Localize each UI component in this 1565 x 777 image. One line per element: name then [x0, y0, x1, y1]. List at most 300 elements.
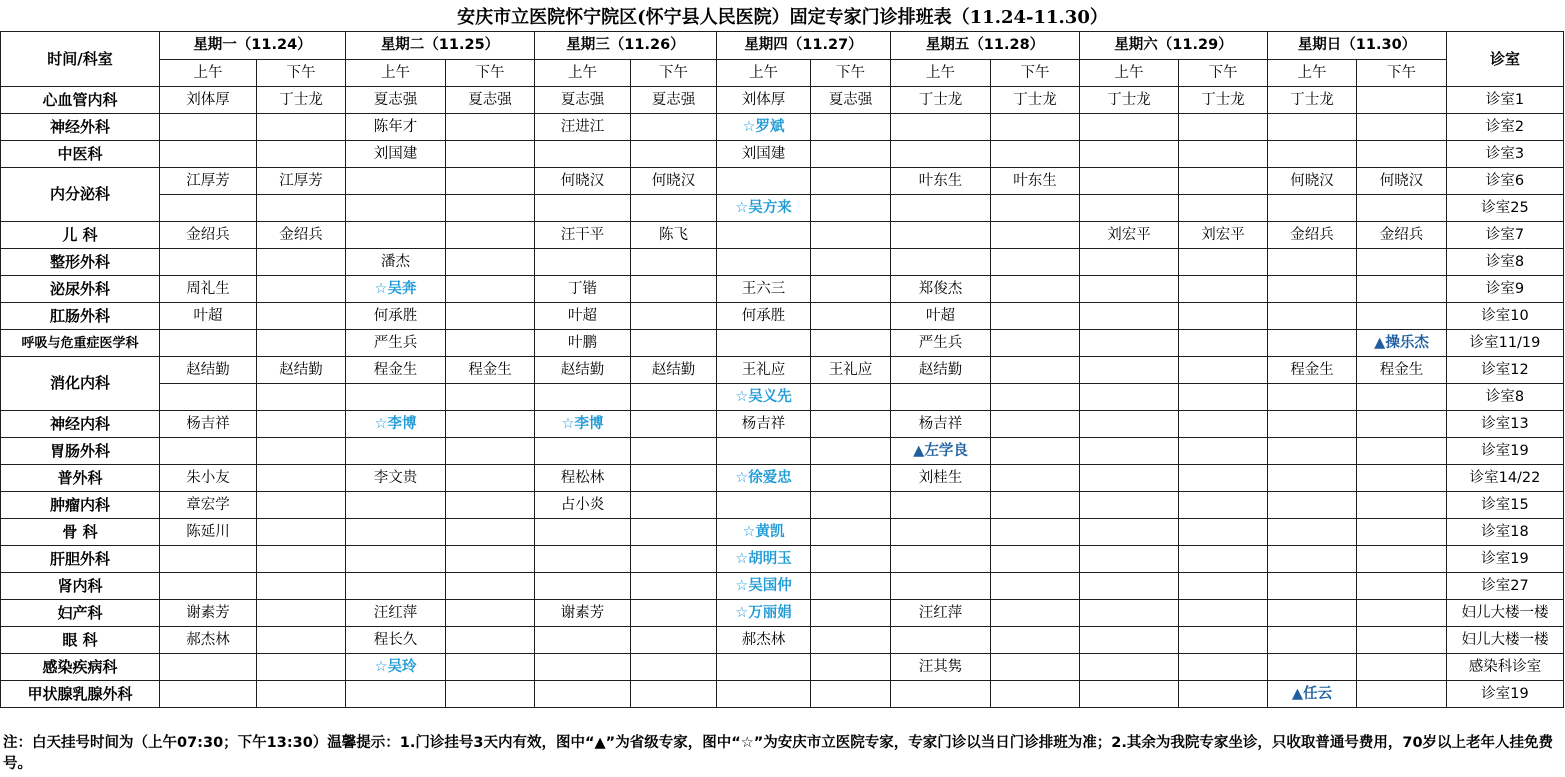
- room-cell: 诊室27: [1447, 573, 1564, 600]
- doctor-cell: 刘体厚: [160, 87, 257, 114]
- doctor-cell: [160, 195, 257, 222]
- doctor-cell: [1268, 330, 1357, 357]
- doctor-cell: 严生兵: [891, 330, 991, 357]
- doctor-cell: [1268, 276, 1357, 303]
- doctor-cell: [891, 222, 991, 249]
- doctor-cell: [891, 627, 991, 654]
- doctor-cell: [446, 384, 535, 411]
- doctor-cell: 刘桂生: [891, 465, 991, 492]
- doctor-cell: [160, 681, 257, 708]
- table-row: [1, 384, 1564, 411]
- doctor-cell: [446, 465, 535, 492]
- doctor-cell: 何晓汉: [535, 168, 631, 195]
- doctor-cell: [1268, 411, 1357, 438]
- doctor-cell: ☆吴方来: [717, 195, 811, 222]
- doctor-cell: [811, 600, 891, 627]
- doctor-cell: 程金生: [1357, 357, 1447, 384]
- room-cell: 诊室1: [1447, 87, 1564, 114]
- doctor-cell: [631, 384, 717, 411]
- doctor-cell: [1179, 546, 1268, 573]
- footnote: 注：白天挂号时间为（上午07:30；下午13:30）温馨提示：1.门诊挂号3天内有效，图中“▲”为省级专家，图中“☆”为安庆市立医院专家，专家门诊以当日门诊排班为准；2.其余为我院专家坐诊，只收取普通号费用，70岁以上老年人挂免费号。: [3, 735, 1554, 772]
- table-row: [1, 465, 1564, 492]
- doctor-cell: [631, 195, 717, 222]
- doctor-cell: [1080, 168, 1179, 195]
- department-cell: 普外科: [1, 465, 160, 492]
- doctor-cell: [991, 114, 1080, 141]
- doctor-cell: [446, 114, 535, 141]
- doctor-cell: 汪其隽: [891, 654, 991, 681]
- doctor-cell: 何晓汉: [1357, 168, 1447, 195]
- doctor-cell: 赵结勤: [535, 357, 631, 384]
- doctor-cell: [991, 519, 1080, 546]
- doctor-cell: 刘国建: [346, 141, 446, 168]
- doctor-cell: 杨吉祥: [160, 411, 257, 438]
- doctor-cell: [1179, 438, 1268, 465]
- doctor-cell: [1268, 573, 1357, 600]
- doctor-cell: [1179, 465, 1268, 492]
- doctor-cell: [811, 627, 891, 654]
- doctor-cell: 夏志强: [631, 87, 717, 114]
- doctor-cell: [991, 249, 1080, 276]
- doctor-cell: [257, 438, 346, 465]
- room-cell: 诊室11/19: [1447, 330, 1564, 357]
- doctor-cell: [1268, 303, 1357, 330]
- doctor-cell: [991, 465, 1080, 492]
- department-cell: 甲状腺乳腺外科: [1, 681, 160, 708]
- room-cell: 诊室15: [1447, 492, 1564, 519]
- doctor-cell: 丁士龙: [891, 87, 991, 114]
- doctor-cell: 谢素芳: [160, 600, 257, 627]
- doctor-cell: [446, 546, 535, 573]
- doctor-cell: [257, 114, 346, 141]
- day-header: 星期日（11.30）: [1268, 32, 1447, 60]
- doctor-cell: [257, 546, 346, 573]
- department-cell: 骨 科: [1, 519, 160, 546]
- table-row: [1, 168, 1564, 195]
- table-row: [1, 438, 1564, 465]
- department-cell: 感染疾病科: [1, 654, 160, 681]
- schedule-table: [0, 31, 1564, 708]
- doctor-cell: [1080, 303, 1179, 330]
- table-row: [1, 600, 1564, 627]
- doctor-cell: ☆罗斌: [717, 114, 811, 141]
- doctor-cell: [991, 384, 1080, 411]
- doctor-cell: [1179, 654, 1268, 681]
- doctor-cell: 刘体厚: [717, 87, 811, 114]
- doctor-cell: [811, 384, 891, 411]
- table-row: [1, 249, 1564, 276]
- doctor-cell: 叶超: [891, 303, 991, 330]
- doctor-cell: 王六三: [717, 276, 811, 303]
- doctor-cell: [631, 303, 717, 330]
- doctor-cell: 李文贵: [346, 465, 446, 492]
- doctor-cell: [811, 303, 891, 330]
- doctor-cell: ☆胡明玉: [717, 546, 811, 573]
- doctor-cell: [991, 411, 1080, 438]
- doctor-cell: 金绍兵: [1357, 222, 1447, 249]
- doctor-cell: [631, 276, 717, 303]
- am-header: 上午: [717, 60, 811, 87]
- room-cell: 诊室25: [1447, 195, 1564, 222]
- doctor-cell: [1080, 519, 1179, 546]
- doctor-cell: [1179, 141, 1268, 168]
- doctor-cell: [346, 573, 446, 600]
- doctor-cell: [1268, 546, 1357, 573]
- doctor-cell: [257, 654, 346, 681]
- doctor-cell: [1179, 627, 1268, 654]
- doctor-cell: 金绍兵: [1268, 222, 1357, 249]
- doctor-cell: [1080, 681, 1179, 708]
- department-cell: 整形外科: [1, 249, 160, 276]
- department-cell: 肛肠外科: [1, 303, 160, 330]
- doctor-cell: [160, 438, 257, 465]
- am-header: 上午: [160, 60, 257, 87]
- doctor-cell: [1268, 114, 1357, 141]
- pm-header: 下午: [1357, 60, 1447, 87]
- room-cell: 诊室18: [1447, 519, 1564, 546]
- doctor-cell: 程松林: [535, 465, 631, 492]
- room-cell: 诊室8: [1447, 384, 1564, 411]
- day-header: 星期五（11.28）: [891, 32, 1080, 60]
- doctor-cell: [257, 492, 346, 519]
- doctor-cell: [631, 627, 717, 654]
- doctor-cell: [811, 438, 891, 465]
- doctor-cell: [991, 141, 1080, 168]
- doctor-cell: [446, 168, 535, 195]
- doctor-cell: [1080, 492, 1179, 519]
- doctor-cell: [1268, 492, 1357, 519]
- doctor-cell: 杨吉祥: [891, 411, 991, 438]
- doctor-cell: 谢素芳: [535, 600, 631, 627]
- doctor-cell: [257, 681, 346, 708]
- doctor-cell: 刘国建: [717, 141, 811, 168]
- doctor-cell: [1179, 249, 1268, 276]
- doctor-cell: ▲操乐杰: [1357, 330, 1447, 357]
- doctor-cell: [1357, 87, 1447, 114]
- doctor-cell: [257, 276, 346, 303]
- doctor-cell: 叶东生: [991, 168, 1080, 195]
- doctor-cell: [811, 492, 891, 519]
- doctor-cell: [257, 249, 346, 276]
- doctor-cell: ☆吴玲: [346, 654, 446, 681]
- doctor-cell: [717, 438, 811, 465]
- doctor-cell: [446, 573, 535, 600]
- doctor-cell: [811, 519, 891, 546]
- doctor-cell: [160, 141, 257, 168]
- doctor-cell: 江厚芳: [160, 168, 257, 195]
- table-row: [1, 141, 1564, 168]
- doctor-cell: [991, 330, 1080, 357]
- doctor-cell: 叶东生: [891, 168, 991, 195]
- doctor-cell: 叶超: [535, 303, 631, 330]
- doctor-cell: 赵结勤: [160, 357, 257, 384]
- doctor-cell: [1080, 600, 1179, 627]
- doctor-cell: 占小炎: [535, 492, 631, 519]
- doctor-cell: [1357, 141, 1447, 168]
- doctor-cell: [1080, 195, 1179, 222]
- department-cell: 呼吸与危重症医学科: [1, 330, 160, 357]
- doctor-cell: 夏志强: [346, 87, 446, 114]
- department-cell: 肿瘤内科: [1, 492, 160, 519]
- doctor-cell: [991, 573, 1080, 600]
- doctor-cell: [257, 303, 346, 330]
- doctor-cell: [1357, 438, 1447, 465]
- doctor-cell: [1357, 303, 1447, 330]
- doctor-cell: 陈年才: [346, 114, 446, 141]
- doctor-cell: [446, 303, 535, 330]
- doctor-cell: [991, 195, 1080, 222]
- doctor-cell: 程金生: [1268, 357, 1357, 384]
- am-header: 上午: [535, 60, 631, 87]
- doctor-cell: [1179, 573, 1268, 600]
- doctor-cell: [1080, 384, 1179, 411]
- doctor-cell: [717, 654, 811, 681]
- pm-header: 下午: [1179, 60, 1268, 87]
- department-cell: 眼 科: [1, 627, 160, 654]
- day-header: 星期三（11.26）: [535, 32, 717, 60]
- doctor-cell: [257, 411, 346, 438]
- doctor-cell: [1179, 195, 1268, 222]
- doctor-cell: 赵结勤: [891, 357, 991, 384]
- department-cell: 神经外科: [1, 114, 160, 141]
- doctor-cell: [160, 546, 257, 573]
- doctor-cell: [991, 681, 1080, 708]
- doctor-cell: [811, 411, 891, 438]
- doctor-cell: ▲任云: [1268, 681, 1357, 708]
- doctor-cell: 叶超: [160, 303, 257, 330]
- doctor-cell: [535, 627, 631, 654]
- doctor-cell: [346, 438, 446, 465]
- doctor-cell: [446, 600, 535, 627]
- doctor-cell: [257, 519, 346, 546]
- doctor-cell: [1179, 168, 1268, 195]
- doctor-cell: [446, 519, 535, 546]
- doctor-cell: [1080, 249, 1179, 276]
- doctor-cell: 潘杰: [346, 249, 446, 276]
- doctor-cell: 程金生: [446, 357, 535, 384]
- doctor-cell: 郝杰林: [717, 627, 811, 654]
- doctor-cell: [1080, 141, 1179, 168]
- room-cell: 妇儿大楼一楼: [1447, 600, 1564, 627]
- doctor-cell: ☆李博: [346, 411, 446, 438]
- doctor-cell: [535, 249, 631, 276]
- am-header: 上午: [346, 60, 446, 87]
- doctor-cell: [1080, 330, 1179, 357]
- doctor-cell: [1357, 681, 1447, 708]
- room-cell: 诊室19: [1447, 438, 1564, 465]
- department-cell: 儿 科: [1, 222, 160, 249]
- doctor-cell: [811, 573, 891, 600]
- doctor-cell: [811, 114, 891, 141]
- doctor-cell: 朱小友: [160, 465, 257, 492]
- department-cell: 中医科: [1, 141, 160, 168]
- doctor-cell: [991, 303, 1080, 330]
- department-cell: 胃肠外科: [1, 438, 160, 465]
- doctor-cell: [1357, 546, 1447, 573]
- doctor-cell: [257, 600, 346, 627]
- day-header: 星期一（11.24）: [160, 32, 346, 60]
- doctor-cell: [631, 249, 717, 276]
- doctor-cell: [631, 519, 717, 546]
- doctor-cell: [891, 681, 991, 708]
- doctor-cell: 叶鹏: [535, 330, 631, 357]
- doctor-cell: [631, 330, 717, 357]
- doctor-cell: [346, 384, 446, 411]
- room-cell: 妇儿大楼一楼: [1447, 627, 1564, 654]
- doctor-cell: [446, 249, 535, 276]
- doctor-cell: 章宏学: [160, 492, 257, 519]
- doctor-cell: [717, 681, 811, 708]
- doctor-cell: [257, 573, 346, 600]
- doctor-cell: [346, 519, 446, 546]
- room-cell: 诊室19: [1447, 546, 1564, 573]
- doctor-cell: [891, 141, 991, 168]
- doctor-cell: [160, 249, 257, 276]
- doctor-cell: [257, 384, 346, 411]
- doctor-cell: 程长久: [346, 627, 446, 654]
- doctor-cell: [891, 249, 991, 276]
- doctor-cell: [446, 627, 535, 654]
- room-cell: 诊室2: [1447, 114, 1564, 141]
- doctor-cell: [1080, 465, 1179, 492]
- doctor-cell: 金绍兵: [257, 222, 346, 249]
- doctor-cell: [717, 168, 811, 195]
- doctor-cell: 刘宏平: [1179, 222, 1268, 249]
- doctor-cell: [1080, 411, 1179, 438]
- doctor-cell: [535, 654, 631, 681]
- doctor-cell: 刘宏平: [1080, 222, 1179, 249]
- doctor-cell: [1179, 519, 1268, 546]
- doctor-cell: [535, 438, 631, 465]
- header-row-days: [1, 32, 1564, 60]
- doctor-cell: [1357, 465, 1447, 492]
- doctor-cell: [446, 141, 535, 168]
- doctor-cell: [535, 681, 631, 708]
- doctor-cell: [1179, 276, 1268, 303]
- doctor-cell: [631, 411, 717, 438]
- doctor-cell: 周礼生: [160, 276, 257, 303]
- table-row: [1, 276, 1564, 303]
- doctor-cell: 丁士龙: [1080, 87, 1179, 114]
- doctor-cell: [891, 114, 991, 141]
- doctor-cell: [991, 492, 1080, 519]
- doctor-cell: [631, 492, 717, 519]
- table-row: [1, 627, 1564, 654]
- doctor-cell: 赵结勤: [631, 357, 717, 384]
- doctor-cell: [991, 654, 1080, 681]
- doctor-cell: [1080, 276, 1179, 303]
- doctor-cell: [1268, 519, 1357, 546]
- doctor-cell: [535, 573, 631, 600]
- doctor-cell: 汪红萍: [346, 600, 446, 627]
- doctor-cell: 陈延川: [160, 519, 257, 546]
- doctor-cell: 程金生: [346, 357, 446, 384]
- room-cell: 诊室6: [1447, 168, 1564, 195]
- table-row: [1, 303, 1564, 330]
- room-cell: 诊室7: [1447, 222, 1564, 249]
- doctor-cell: 丁士龙: [1179, 87, 1268, 114]
- department-cell: 泌尿外科: [1, 276, 160, 303]
- doctor-cell: 丁士龙: [257, 87, 346, 114]
- doctor-cell: [346, 195, 446, 222]
- doctor-cell: [160, 330, 257, 357]
- table-row: [1, 411, 1564, 438]
- department-cell: 肾内科: [1, 573, 160, 600]
- doctor-cell: [891, 384, 991, 411]
- room-cell: 诊室12: [1447, 357, 1564, 384]
- doctor-cell: ☆万丽娟: [717, 600, 811, 627]
- doctor-cell: [891, 195, 991, 222]
- table-row: [1, 114, 1564, 141]
- pm-header: 下午: [991, 60, 1080, 87]
- doctor-cell: [1357, 627, 1447, 654]
- doctor-cell: [631, 465, 717, 492]
- doctor-cell: [991, 600, 1080, 627]
- pm-header: 下午: [446, 60, 535, 87]
- pm-header: 下午: [631, 60, 717, 87]
- doctor-cell: [1080, 654, 1179, 681]
- pm-header: 下午: [811, 60, 891, 87]
- doctor-cell: [1268, 600, 1357, 627]
- doctor-cell: [991, 222, 1080, 249]
- doctor-cell: [257, 627, 346, 654]
- doctor-cell: ☆李博: [535, 411, 631, 438]
- table-row: [1, 546, 1564, 573]
- doctor-cell: 金绍兵: [160, 222, 257, 249]
- doctor-cell: 汪进江: [535, 114, 631, 141]
- table-row: [1, 87, 1564, 114]
- doctor-cell: [257, 330, 346, 357]
- am-header: 上午: [891, 60, 991, 87]
- doctor-cell: 陈飞: [631, 222, 717, 249]
- doctor-cell: [446, 222, 535, 249]
- doctor-cell: 何承胜: [717, 303, 811, 330]
- department-cell: 肝胆外科: [1, 546, 160, 573]
- room-cell: 诊室13: [1447, 411, 1564, 438]
- table-row: [1, 573, 1564, 600]
- doctor-cell: [717, 249, 811, 276]
- doctor-cell: [446, 492, 535, 519]
- doctor-cell: [631, 438, 717, 465]
- room-cell: 诊室9: [1447, 276, 1564, 303]
- doctor-cell: [1179, 114, 1268, 141]
- doctor-cell: ☆吴奔: [346, 276, 446, 303]
- doctor-cell: [1268, 465, 1357, 492]
- doctor-cell: 夏志强: [446, 87, 535, 114]
- doctor-cell: 何承胜: [346, 303, 446, 330]
- doctor-cell: [1357, 195, 1447, 222]
- doctor-cell: [1357, 573, 1447, 600]
- doctor-cell: 夏志强: [535, 87, 631, 114]
- room-cell: 感染科诊室: [1447, 654, 1564, 681]
- doctor-cell: [1080, 546, 1179, 573]
- doctor-cell: [811, 546, 891, 573]
- doctor-cell: [446, 681, 535, 708]
- doctor-cell: [1357, 249, 1447, 276]
- doctor-cell: [1357, 384, 1447, 411]
- room-cell: 诊室3: [1447, 141, 1564, 168]
- doctor-cell: [1080, 573, 1179, 600]
- pm-header: 下午: [257, 60, 346, 87]
- am-header: 上午: [1080, 60, 1179, 87]
- doctor-cell: [1357, 276, 1447, 303]
- doctor-cell: [1268, 195, 1357, 222]
- table-row: [1, 222, 1564, 249]
- doctor-cell: [1080, 627, 1179, 654]
- doctor-cell: 何晓汉: [1268, 168, 1357, 195]
- table-row: [1, 357, 1564, 384]
- doctor-cell: [811, 222, 891, 249]
